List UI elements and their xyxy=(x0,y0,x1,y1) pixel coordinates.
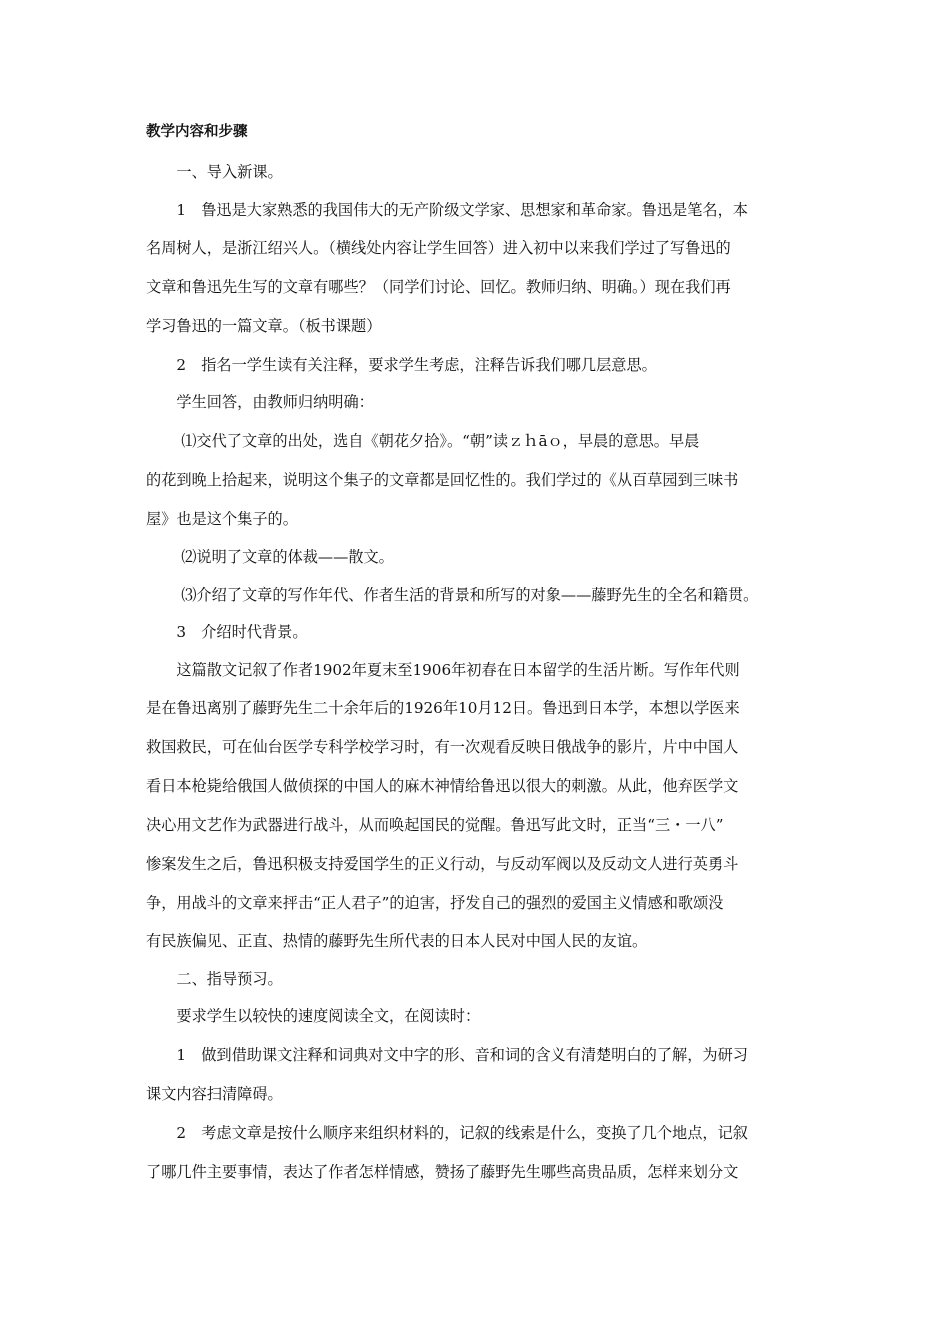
text-line: 学习鲁迅的一篇文章。（板书课题） xyxy=(146,317,382,335)
text-line: 惨案发生之后，鲁迅积极支持爱国学生的正义行动，与反动军阀以及反动文人进行英勇斗 xyxy=(146,855,739,873)
text-line: 课文内容扫清障碍。 xyxy=(146,1085,283,1103)
text-line: 争，用战斗的文章来抨击“正人君子”的迫害，抒发自己的强烈的爱国主义情感和歌颂没 xyxy=(146,894,724,912)
text-line: 名周树人，是浙江绍兴人。（横线处内容让学生回答）进入初中以来我们学过了写鲁迅的 xyxy=(146,239,731,257)
text-line: 2 考虑文章是按什么顺序来组织材料的，记叙的线索是什么，变换了几个地点，记叙 xyxy=(146,1124,748,1142)
text-line: 救国救民，可在仙台医学专科学校学习时，有一次观看反映日俄战争的影片，片中中国人 xyxy=(146,738,739,756)
text-line: 看日本枪毙给俄国人做侦探的中国人的麻木神情给鲁迅以很大的刺激。从此，他弃医学文 xyxy=(146,777,739,795)
text-line: 1 做到借助课文注释和词典对文中字的形、音和词的含义有清楚明白的了解，为研习 xyxy=(146,1046,748,1064)
text-line: 是在鲁迅离别了藤野先生二十余年后的1926年10月12日。鲁迅到日本学，本想以学医来 xyxy=(146,699,740,717)
text-line: 有民族偏见、正直、热情的藤野先生所代表的日本人民对中国人民的友谊。 xyxy=(146,932,648,950)
text-line: ⑴交代了文章的出处，选自《朝花夕拾》。“朝”读ｚｈāｏ，早晨的意思。早晨 xyxy=(146,432,700,450)
text-line: 一、导入新课。 xyxy=(146,163,283,181)
text-line: 的花到晚上拾起来，说明这个集子的文章都是回忆性的。我们学过的《从百草园到三味书 xyxy=(146,471,739,489)
text-line: 决心用文艺作为武器进行战斗，从而唤起国民的觉醒。鲁迅写此文时，正当“三・一八” xyxy=(146,816,724,834)
text-line: 了哪几件主要事情，表达了作者怎样情感，赞扬了藤野先生哪些高贵品质，怎样来划分文 xyxy=(146,1163,739,1181)
text-line: 3 介绍时代背景。 xyxy=(146,623,308,641)
text-line: 文章和鲁迅先生写的文章有哪些？（同学们讨论、回忆。教师归纳、明确。）现在我们再 xyxy=(146,278,731,296)
text-line: 二、指导预习。 xyxy=(146,970,283,988)
text-line: 屋》也是这个集子的。 xyxy=(146,510,298,528)
text-line: ⑵说明了文章的体裁——散文。 xyxy=(146,548,394,566)
text-line: 要求学生以较快的速度阅读全文，在阅读时： xyxy=(146,1007,481,1025)
text-line: ⑶介绍了文章的写作年代、作者生活的背景和所写的对象——藤野先生的全名和籍贯。 xyxy=(146,586,759,604)
text-line: 2 指名一学生读有关注释，要求学生考虑，注释告诉我们哪几层意思。 xyxy=(146,356,657,374)
text-line: 学生回答，由教师归纳明确： xyxy=(146,393,374,411)
text-line: 这篇散文记叙了作者1902年夏末至1906年初春在日本留学的生活片断。写作年代则 xyxy=(146,661,740,679)
section-heading: 教学内容和步骤 xyxy=(146,124,248,140)
text-line: 1 鲁迅是大家熟悉的我国伟大的无产阶级文学家、思想家和革命家。鲁迅是笔名，本 xyxy=(146,201,748,219)
